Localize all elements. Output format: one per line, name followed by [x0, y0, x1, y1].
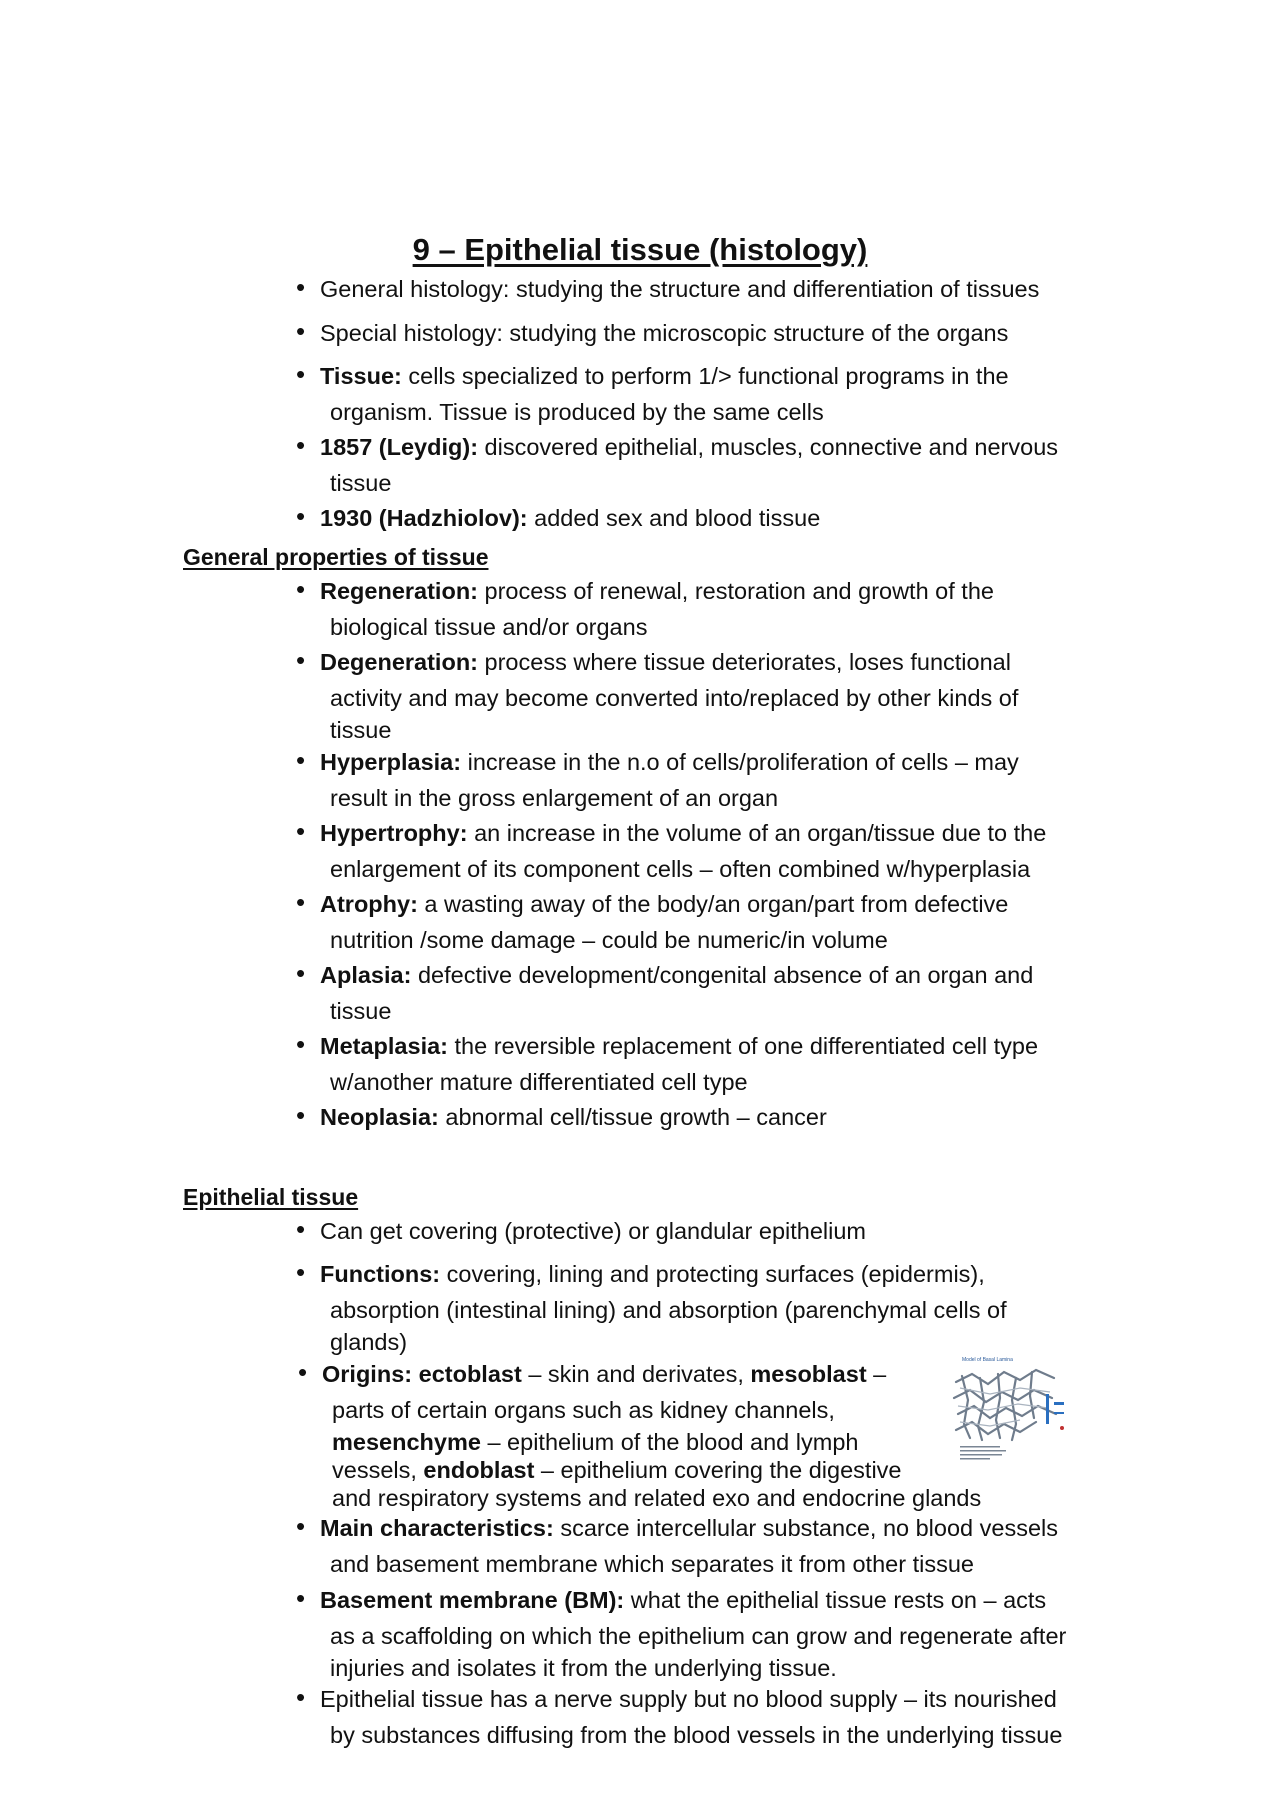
origins-mesenchyme-text: – epithelium of the blood and lymph — [480, 1429, 859, 1455]
bullet-icon: • — [296, 501, 306, 531]
item-text: what the epithelial tissue rests on – acts — [624, 1587, 1047, 1613]
bullet-icon: • — [296, 359, 306, 389]
item-continuation: tissue — [330, 997, 392, 1024]
item-text: covering, lining and protecting surfaces (epidermis), — [440, 1261, 985, 1287]
bullet-icon: • — [296, 816, 306, 846]
item-continuation: parts of certain organs such as kidney channels, — [332, 1396, 835, 1423]
origins-mesoblast-term: mesoblast — [750, 1361, 867, 1387]
item-continuation: activity and may become converted into/replaced by other kinds of — [330, 684, 1019, 711]
item-term: Functions: — [320, 1261, 441, 1287]
list-item — [296, 816, 1116, 887]
item-term: Aplasia: — [320, 962, 412, 988]
item-term: Main characteristics: — [320, 1515, 554, 1541]
bullet-icon: • — [296, 887, 306, 917]
bullet-icon: • — [298, 1357, 308, 1387]
item-term: Atrophy: — [320, 891, 418, 917]
list-item — [296, 1682, 1116, 1753]
section-heading-general: General properties of tissue — [183, 544, 489, 570]
list-item — [296, 1100, 1116, 1136]
bullet-icon: • — [296, 430, 306, 460]
section-heading-epithelial: Epithelial tissue — [183, 1184, 359, 1210]
list-item — [296, 501, 1116, 537]
item-continuation: injuries and isolates it from the underlying tissue. — [330, 1655, 837, 1681]
item-term: Regeneration: — [320, 578, 478, 604]
item-continuation: and respiratory systems and related exo and endocrine glands — [332, 1485, 982, 1511]
bullet-icon: • — [296, 1100, 306, 1130]
bullet-icon: • — [296, 1214, 306, 1244]
list-item — [296, 745, 1116, 816]
bullet-icon: • — [296, 645, 306, 675]
origins-ectoblast-text: – skin and derivates, — [521, 1361, 751, 1387]
bullet-icon: • — [296, 574, 306, 604]
item-continuation: and basement membrane which separates it from other tissue — [330, 1550, 974, 1577]
item-term: 1857 (Leydig): — [320, 434, 479, 460]
list-item — [296, 574, 1116, 645]
basal-lamina-illustration — [950, 1354, 1068, 1466]
bullet-icon: • — [296, 958, 306, 988]
item-text: added sex and blood tissue — [527, 505, 821, 531]
bullet-icon: • — [296, 272, 306, 302]
origins-ectoblast-term: ectoblast — [412, 1361, 522, 1387]
figure-caption: Model of Basal Lamina — [962, 1357, 1013, 1363]
item-continuation: w/another mature differentiated cell type — [330, 1068, 748, 1095]
item-continuation: glands) — [330, 1329, 408, 1355]
item-text: Epithelial tissue has a nerve supply but no blood supply – its nourished — [320, 1686, 1057, 1712]
list-item — [296, 1583, 1116, 1682]
item-term: Tissue: — [320, 363, 402, 389]
item-term: Hypertrophy: — [320, 820, 468, 846]
page-title: 9 – Epithelial tissue (histology) — [412, 232, 868, 267]
item-text: a wasting away of the body/an organ/part from defective — [417, 891, 1009, 917]
bullet-icon: • — [296, 1682, 306, 1712]
item-text: process where tissue deteriorates, loses functional — [478, 649, 1011, 675]
item-text: an increase in the volume of an organ/tissue due to the — [467, 820, 1047, 846]
origins-endoblast-term: endoblast — [423, 1457, 535, 1483]
bullet-icon: • — [296, 1511, 306, 1541]
item-text: Special histology: studying the microscopic structure of the organs — [320, 320, 1009, 346]
origins-mesenchyme-term: mesenchyme — [332, 1429, 481, 1455]
origins-mesoblast-text: – — [866, 1361, 887, 1387]
item-text: process of renewal, restoration and growth of the — [478, 578, 994, 604]
item-text: cells specialized to perform 1/> functional programs in the — [401, 363, 1009, 389]
item-term: Metaplasia: — [320, 1033, 448, 1059]
bullet-icon: • — [296, 1029, 306, 1059]
bullet-icon: • — [296, 1257, 306, 1287]
item-text: increase in the n.o of cells/proliferation of cells – may — [461, 749, 1019, 775]
origins-endoblast-text: – epithelium covering the digestive — [534, 1457, 902, 1483]
list-item — [296, 1511, 1116, 1582]
bullet-icon: • — [296, 1583, 306, 1613]
item-continuation: tissue — [330, 717, 392, 743]
item-continuation: absorption (intestinal lining) and absorption (parenchymal cells of — [330, 1296, 1007, 1323]
item-text: defective development/congenital absence of an organ and — [411, 962, 1034, 988]
item-continuation: nutrition /some damage – could be numeric/in volume — [330, 926, 888, 953]
item-term: Degeneration: — [320, 649, 478, 675]
list-item — [296, 1214, 1116, 1250]
item-continuation: result in the gross enlargement of an organ — [330, 784, 779, 811]
item-text: General histology: studying the structure and differentiation of tissues — [320, 276, 1040, 302]
list-item — [296, 272, 1116, 308]
item-continuation: as a scaffolding on which the epithelium can grow and regenerate after — [330, 1622, 1067, 1649]
item-term: Origins: — [322, 1361, 413, 1387]
item-continuation: biological tissue and/or organs — [330, 613, 648, 640]
bullet-icon: • — [296, 745, 306, 775]
item-term: Hyperplasia: — [320, 749, 462, 775]
item-text: Can get covering (protective) or glandular epithelium — [320, 1218, 867, 1244]
list-item — [296, 887, 1116, 958]
item-text: discovered epithelial, muscles, connective and nervous — [478, 434, 1059, 460]
list-item — [296, 958, 1116, 1029]
list-item — [296, 1257, 1116, 1356]
item-term: Basement membrane (BM): — [320, 1587, 625, 1613]
item-term: 1930 (Hadzhiolov): — [320, 505, 528, 531]
item-text: scarce intercellular substance, no blood vessels — [553, 1515, 1059, 1541]
item-continuation: enlargement of its component cells – often combined w/hyperplasia — [330, 855, 1031, 882]
origins-vessels-text: vessels, — [332, 1457, 424, 1483]
item-continuation: organism. Tissue is produced by the same cells — [330, 398, 824, 425]
basal-lamina-figure — [950, 1354, 1068, 1466]
list-item — [296, 430, 1116, 501]
item-term: Neoplasia: — [320, 1104, 439, 1130]
list-item — [296, 1029, 1116, 1100]
item-text: abnormal cell/tissue growth – cancer — [438, 1104, 827, 1130]
list-item — [296, 359, 1116, 430]
bullet-icon: • — [296, 316, 306, 346]
list-item — [296, 645, 1116, 744]
item-continuation: tissue — [330, 469, 392, 496]
list-item — [296, 316, 1116, 352]
item-text: the reversible replacement of one differentiated cell type — [448, 1033, 1039, 1059]
item-continuation: by substances diffusing from the blood vessels in the underlying tissue — [330, 1721, 1063, 1748]
